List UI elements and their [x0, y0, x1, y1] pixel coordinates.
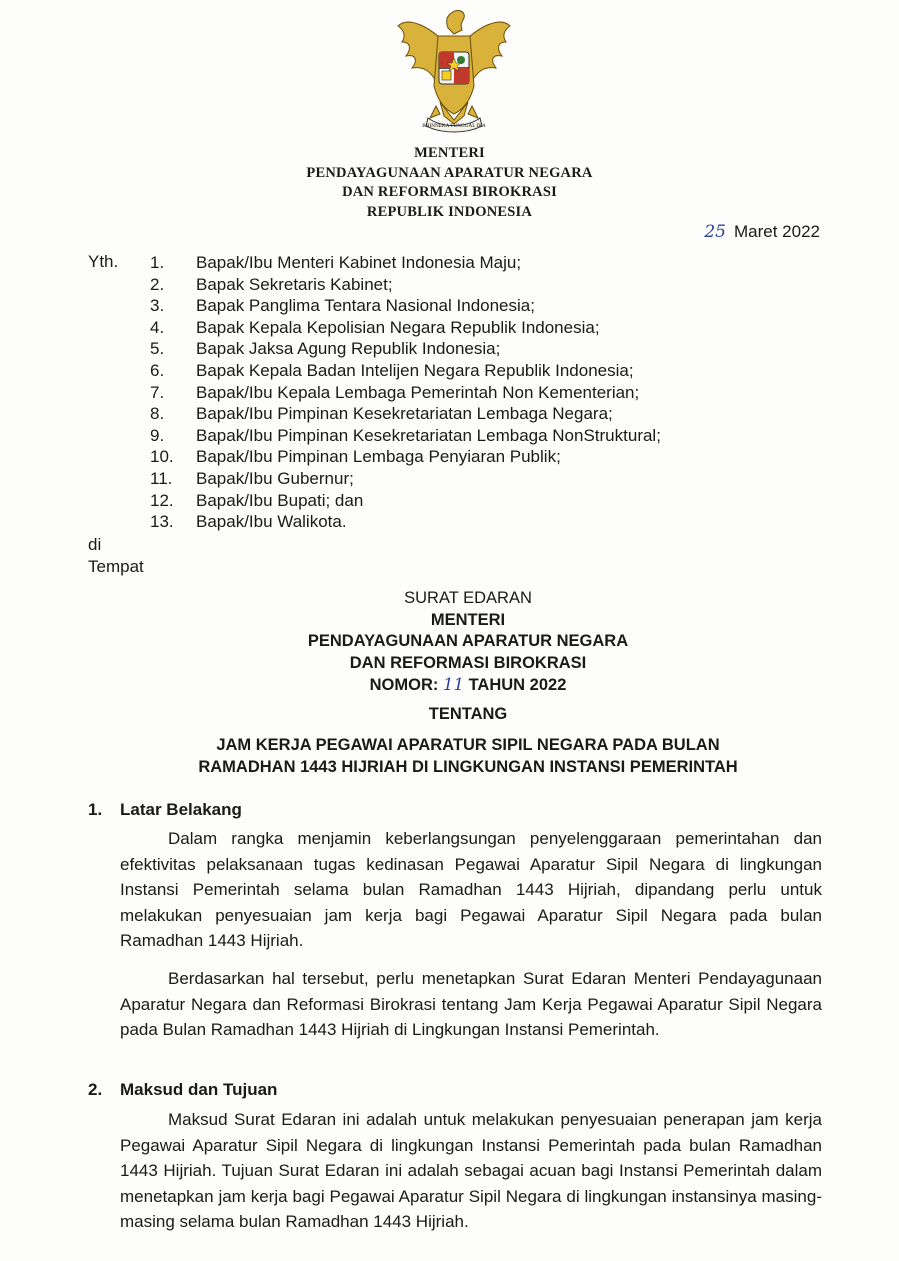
list-item: 8. Bapak/Ibu Pimpinan Kesekretariatan Lembaga Negara;: [150, 404, 613, 424]
section-number: 2.: [88, 1080, 103, 1099]
addressee-place: [88, 534, 144, 578]
subject-line-2: RAMADHAN 1443 HIJRIAH DI LINGKUNGAN INSTANSI PEMERINTAH: [198, 757, 738, 776]
list-item: 4. Bapak Kepala Kepolisian Negara Republik Indonesia;: [150, 317, 600, 337]
section-paragraph: Maksud Surat Edaran ini adalah untuk melakukan penyesuaian penerapan jam kerja Pegawai Aparatur Sipil Negara di lingkungan Instansi Pemerintah pada bulan Ramadhan 1443 Hijriah. Tujuan Surat Edaran ini adalah sebagai acuan bagi Instansi Pemerintah dalam menetapkan jam kerja bagi Pegawai Aparatur Sipil Negara di lingkungan instansinya masing-masing selama bulan Ramadhan 1443 Hijriah.: [120, 1110, 822, 1231]
recipient-list: [150, 252, 661, 533]
list-item: 7. Bapak/Ibu Kepala Lembaga Pemerintah Non Kementerian;: [150, 382, 640, 402]
subject-line-1: JAM KERJA PEGAWAI APARATUR SIPIL NEGARA PADA BULAN: [216, 736, 720, 754]
list-item: 9. Bapak/Ibu Pimpinan Kesekretariatan Lembaga NonStruktural;: [150, 425, 661, 445]
date-day-handwritten: 25: [704, 222, 726, 242]
ministry-line-1: MENTERI: [414, 145, 485, 161]
list-item: 11. Bapak/Ibu Gubernur;: [150, 468, 354, 488]
list-item: 12. Bapak/Ibu Bupati; dan: [150, 490, 364, 510]
tentang-heading: TENTANG: [428, 705, 508, 723]
nomor-value-handwritten: 11: [442, 675, 464, 694]
section-heading: [88, 800, 242, 820]
section-paragraph: Dalam rangka menjamin keberlangsungan penyelenggaraan pemerintahan dan efektivitas pelaksanaan tugas kedinasan Pegawai Aparatur Sipil Negara di lingkungan Instansi Pemerintah selama bulan Ramadhan 1443 Hijriah, dipandang perlu untuk melakukan penyesuaian jam kerja bagi Pegawai Aparatur Sipil Negara pada bulan Ramadhan 1443 Hijriah.: [120, 829, 822, 950]
nomor-label: NOMOR:: [369, 676, 439, 694]
section-number: 1.: [88, 800, 103, 819]
title-line-4: DAN REFORMASI BIROKRASI: [349, 653, 587, 672]
section-heading: [88, 1080, 277, 1100]
list-item: 5. Bapak Jaksa Agung Republik Indonesia;: [150, 339, 501, 359]
addressee-tempat: Tempat: [88, 557, 144, 576]
list-item: 13. Bapak/Ibu Walikota.: [150, 512, 347, 532]
title-line-1: SURAT EDARAN: [404, 589, 532, 607]
title-number-line: [0, 674, 899, 697]
ministry-line-3: DAN REFORMASI BIROKRASI: [342, 184, 557, 200]
tahun-label: TAHUN 2022: [468, 676, 567, 694]
addressee-prefix: Yth.: [88, 252, 119, 271]
list-item: 10. Bapak/Ibu Pimpinan Lembaga Penyiaran Publik;: [150, 447, 561, 467]
ministry-line-4: REPUBLIK INDONESIA: [366, 203, 533, 220]
garuda-emblem-icon: [390, 6, 518, 136]
title-line-3: PENDAYAGUNAAN APARATUR NEGARA: [307, 632, 629, 650]
emblem-motto: BHINNEKA TUNGGAL IKA: [422, 123, 486, 129]
list-item: 2. Bapak Sekretaris Kabinet;: [150, 274, 393, 294]
date-month-year: Maret 2022: [734, 222, 820, 241]
letter-date: [704, 222, 820, 242]
section-title: Maksud dan Tujuan: [120, 1080, 278, 1099]
section-paragraph: Berdasarkan hal tersebut, perlu menetapkan Surat Edaran Menteri Pendayagunaan Aparatur Negara dan Reformasi Birokrasi tentang Jam Kerja Pegawai Aparatur Sipil Negara pada Bulan Ramadhan 1443 Hijriah di Lingkungan Instansi Pemerintah.: [120, 969, 822, 1039]
list-item: 6. Bapak Kepala Badan Intelijen Negara Republik Indonesia;: [150, 360, 634, 380]
addressee-di: di: [88, 535, 102, 554]
ministry-header: [0, 144, 899, 222]
circular-subject: [0, 735, 899, 778]
circular-title: [0, 588, 899, 697]
list-item: 1. Bapak/Ibu Menteri Kabinet Indonesia Maju;: [150, 253, 522, 272]
section-title: Latar Belakang: [120, 800, 242, 819]
ministry-line-2: PENDAYAGUNAAN APARATUR NEGARA: [306, 164, 593, 181]
list-item: 3. Bapak Panglima Tentara Nasional Indonesia;: [150, 296, 535, 316]
title-line-2: MENTERI: [430, 610, 506, 629]
